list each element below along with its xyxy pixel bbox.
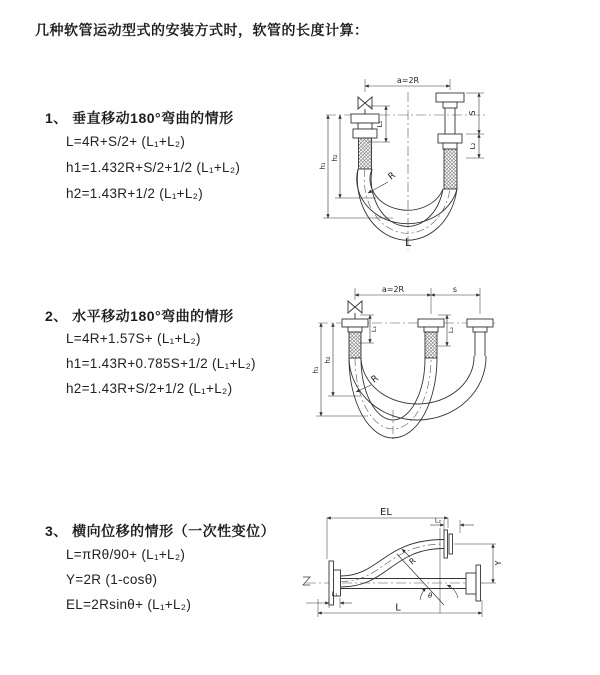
d2-dim-l2: L₂ (447, 326, 455, 334)
section-3-formula-y: Y=2R (1-cosθ) (66, 572, 158, 587)
section-2-formula-h1: h1=1.43R+0.785S+1/2 (L₁+L₂) (66, 356, 256, 371)
d3-dim-l2: L₂ (434, 516, 442, 525)
section-2-formula-h2: h2=1.43R+S/2+1/2 (L₁+L₂) (66, 381, 233, 396)
section-3-heading: 3、 横向位移的情形（一次性变位） (45, 523, 276, 539)
d3-dim-l1: L₁ (331, 590, 338, 598)
d2-dim-s: s (452, 285, 458, 294)
section-1-formula-h2: h2=1.43R+1/2 (L₁+L₂) (66, 186, 204, 201)
section-1-heading: 1、 垂直移动180°弯曲的情形 (45, 110, 234, 126)
section-1-formula-h1: h1=1.432R+S/2+1/2 (L₁+L₂) (66, 160, 241, 175)
d1-dim-l1: L₁ (376, 120, 384, 128)
d3-label-theta: θ (428, 592, 433, 600)
page-title: 几种软管运动型式的安装方式时，软管的长度计算： (35, 22, 369, 38)
d2-dim-l1: L₁ (370, 325, 378, 333)
section-1-formula-l: L=4R+S/2+ (L₁+L₂) (66, 134, 186, 149)
section-3-formula-l: L=πRθ/90+ (L₁+L₂) (66, 547, 186, 562)
d2-dim-h2: h₂ (324, 356, 332, 364)
d3-dim-l: L (395, 602, 401, 614)
d1-dim-l2: L₂ (469, 142, 477, 150)
diagram-horizontal-180-bend (298, 278, 588, 453)
section-2-formula-l: L=4R+1.57S+ (L₁+L₂) (66, 331, 201, 346)
section-2-heading: 2、 水平移动180°弯曲的情形 (45, 308, 234, 324)
d3-label-r: R (407, 556, 418, 567)
d2-dim-h1: h₁ (312, 366, 320, 374)
d1-label-l: L (405, 236, 412, 249)
diagram-lateral-displacement (298, 503, 513, 648)
d3-dim-y: Y (494, 560, 503, 566)
d1-dim-h2: h₂ (331, 154, 339, 162)
d1-dim-s: S (468, 110, 477, 116)
d2-label-r: R (369, 373, 381, 386)
d1-label-r: R (386, 170, 398, 183)
d1-dim-h1: h₁ (319, 162, 327, 170)
d3-dim-el: EL (380, 507, 392, 518)
d2-dim-a2r: a=2R (381, 285, 405, 294)
section-3-formula-el: EL=2Rsinθ+ (L₁+L₂) (66, 597, 192, 612)
d1-dim-a2r: a=2R (396, 76, 420, 85)
diagram-vertical-180-bend (298, 66, 588, 256)
